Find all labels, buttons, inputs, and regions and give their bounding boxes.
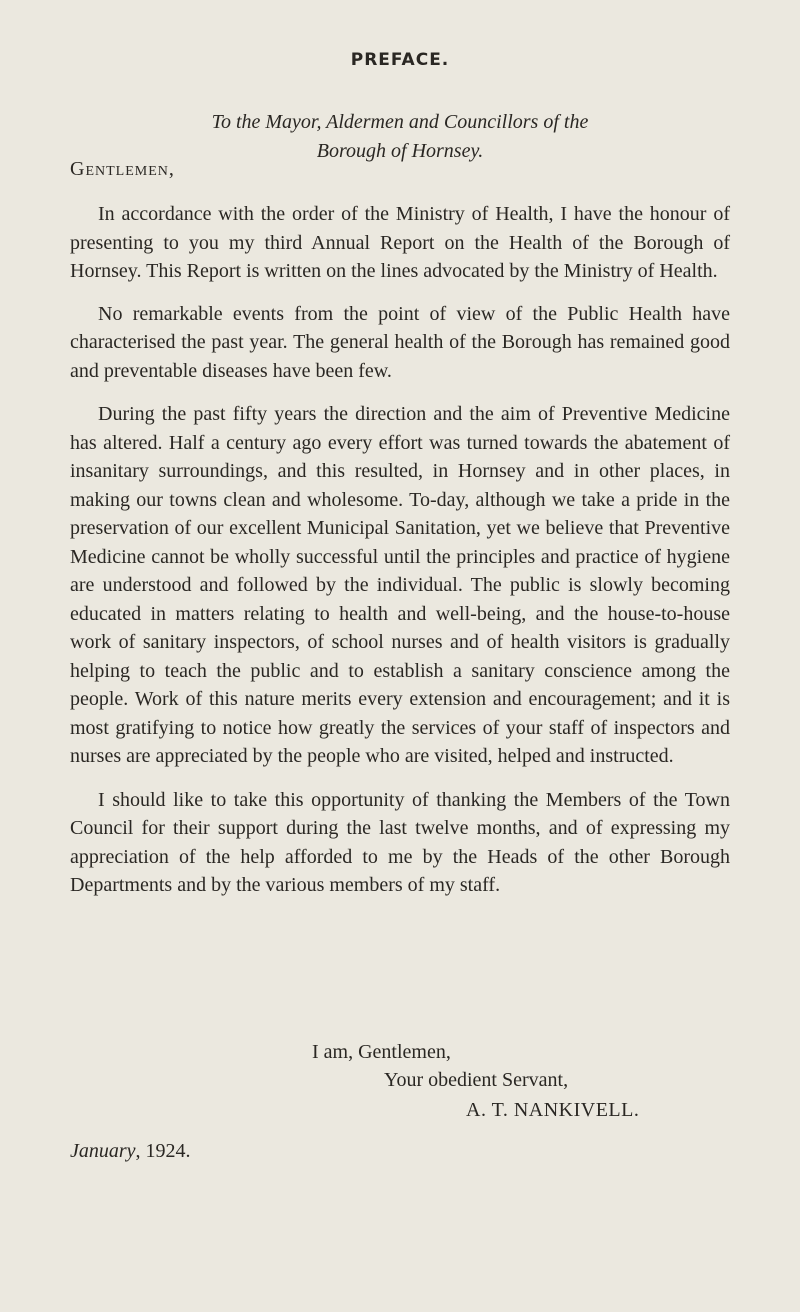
address-line-2: Borough of Hornsey.: [316, 140, 484, 162]
closing-line-1: I am, Gentlemen,: [312, 1041, 451, 1063]
paragraph-3: During the past fifty years the direction and the aim of Preventive Medicine has altered. Half a century ago every effort was turned towards the abatement of insanitary surroundings, and this resulted, in Hornsey and in other places, in making our towns clean and wholesome. To-day, although we take a pride in the preservation of our excellent Municipal Sanitation, yet we believe that Preventive Medicine cannot be wholly successful until the principles and practice of hygiene are understood and followed by the individual. The public is slowly becoming educated in matters relating to health and well-being, and the house-to-house work of sanitary inspectors, of school nurses and of health visitors is gradually helping to teach the public and to establish a sanitary conscience among the people. Work of this nature merits every extension and encouragement; and it is most gratifying to notice how greatly the services of your staff of inspectors and nurses are appreciated by the people who are visited, helped and instructed.: [70, 403, 730, 767]
signature: A. T. NANKIVELL.: [466, 1099, 640, 1121]
date-year: , 1924.: [135, 1140, 191, 1162]
closing-line-2: Your obedient Servant,: [384, 1069, 569, 1091]
date-month: January: [70, 1140, 136, 1162]
address-line-1: To the Mayor, Aldermen and Councillors of the: [211, 111, 589, 133]
letter-body: [70, 200, 730, 915]
date-line: [70, 1140, 191, 1163]
salutation: Gentlemen,: [70, 158, 175, 180]
paragraph-2: No remarkable events from the point of view of the Public Health have characterised the past year. The general health of the Borough has remained good and preventable diseases have been few.: [70, 302, 730, 382]
page-title: PREFACE.: [350, 50, 450, 70]
paragraph-1: In accordance with the order of the Ministry of Health, I have the honour of presenting to you my third Annual Report on the Health of the Borough of Hornsey. This Report is written on the lines advocated by the Ministry of Health.: [70, 203, 730, 282]
paragraph-4: I should like to take this opportunity of thanking the Members of the Town Council for their support during the last twelve months, and of expressing my appreciation of the help afforded to me by the Heads of the other Borough Departments and by the various members of my staff.: [70, 788, 730, 896]
